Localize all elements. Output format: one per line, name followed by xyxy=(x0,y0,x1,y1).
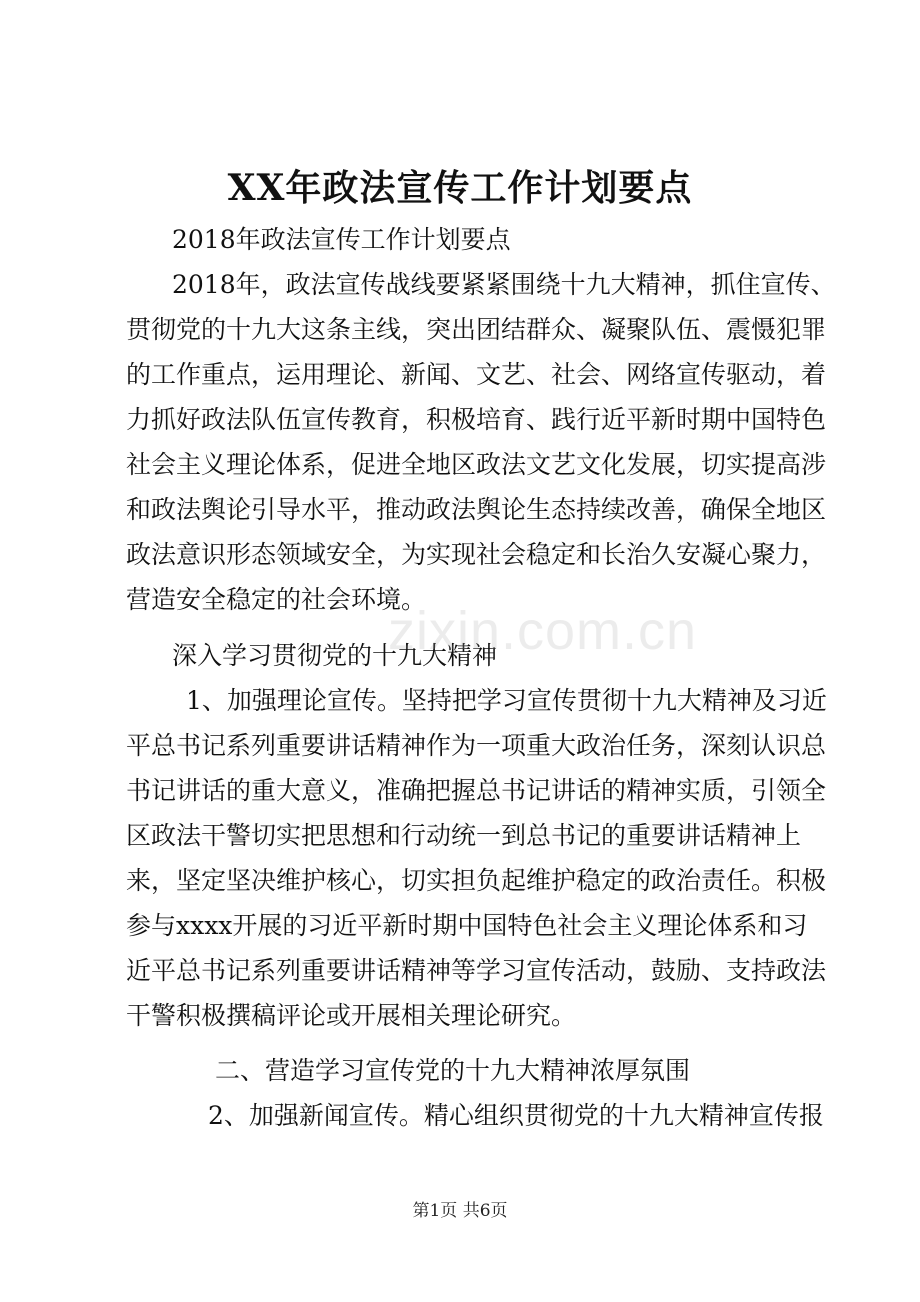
paragraph2-line: 干警积极撰稿评论或开展相关理论研究。 xyxy=(126,1001,577,1030)
paragraph1-line: 社会主义理论体系，促进全地区政法文艺文化发展，切实提高涉 xyxy=(126,450,827,479)
paragraph1-line: 2018年，政法宣传战线要紧紧围绕十九大精神，抓住宣传、 xyxy=(172,270,836,299)
paragraph2-line: 近平总书记系列重要讲话精神等学习宣传活动，鼓励、支持政法 xyxy=(126,956,827,985)
paragraph1-line: 政法意识形态领域安全，为实现社会稳定和长治久安凝心聚力， xyxy=(126,540,827,569)
section-heading: 二、营造学习宣传党的十九大精神浓厚氛围 xyxy=(215,1056,691,1085)
paragraph2-line: 区政法干警切实把思想和行动统一到总书记的重要讲话精神上 xyxy=(126,821,802,850)
paragraph1-line: 的工作重点，运用理论、新闻、文艺、社会、网络宣传驱动，着 xyxy=(126,360,827,389)
paragraph1-line: 和政法舆论引导水平，推动政法舆论生态持续改善，确保全地区 xyxy=(126,495,827,524)
paragraph2-line: 1、加强理论宣传。坚持把学习宣传贯彻十九大精神及习近 xyxy=(186,686,827,715)
paragraph3-line: 2、加强新闻宣传。精心组织贯彻党的十九大精神宣传报 xyxy=(208,1101,824,1130)
page-footer: 第1页 共6页 xyxy=(412,1201,508,1221)
paragraph2-line: 来，坚定坚决维护核心，切实担负起维护稳定的政治责任。积极 xyxy=(126,866,827,895)
paragraph2-line: 参与xxxx开展的习近平新时期中国特色社会主义理论体系和习 xyxy=(126,911,808,940)
subtitle: 2018年政法宣传工作计划要点 xyxy=(172,225,511,254)
section-heading: 深入学习贯彻党的十九大精神 xyxy=(172,641,498,670)
paragraph1-line: 力抓好政法队伍宣传教育，积极培育、践行近平新时期中国特色 xyxy=(126,405,827,434)
document-title: XX年政法宣传工作计划要点 xyxy=(227,167,693,209)
watermark: zixin.com.cn xyxy=(388,601,698,661)
paragraph1-line: 营造安全稳定的社会环境。 xyxy=(126,585,427,614)
paragraph1-line: 贯彻党的十九大这条主线，突出团结群众、凝聚队伍、震慑犯罪 xyxy=(126,315,827,344)
paragraph2-line: 书记讲话的重大意义，准确把握总书记讲话的精神实质，引领全 xyxy=(126,776,827,805)
paragraph2-line: 平总书记系列重要讲话精神作为一项重大政治任务，深刻认识总 xyxy=(126,731,827,760)
